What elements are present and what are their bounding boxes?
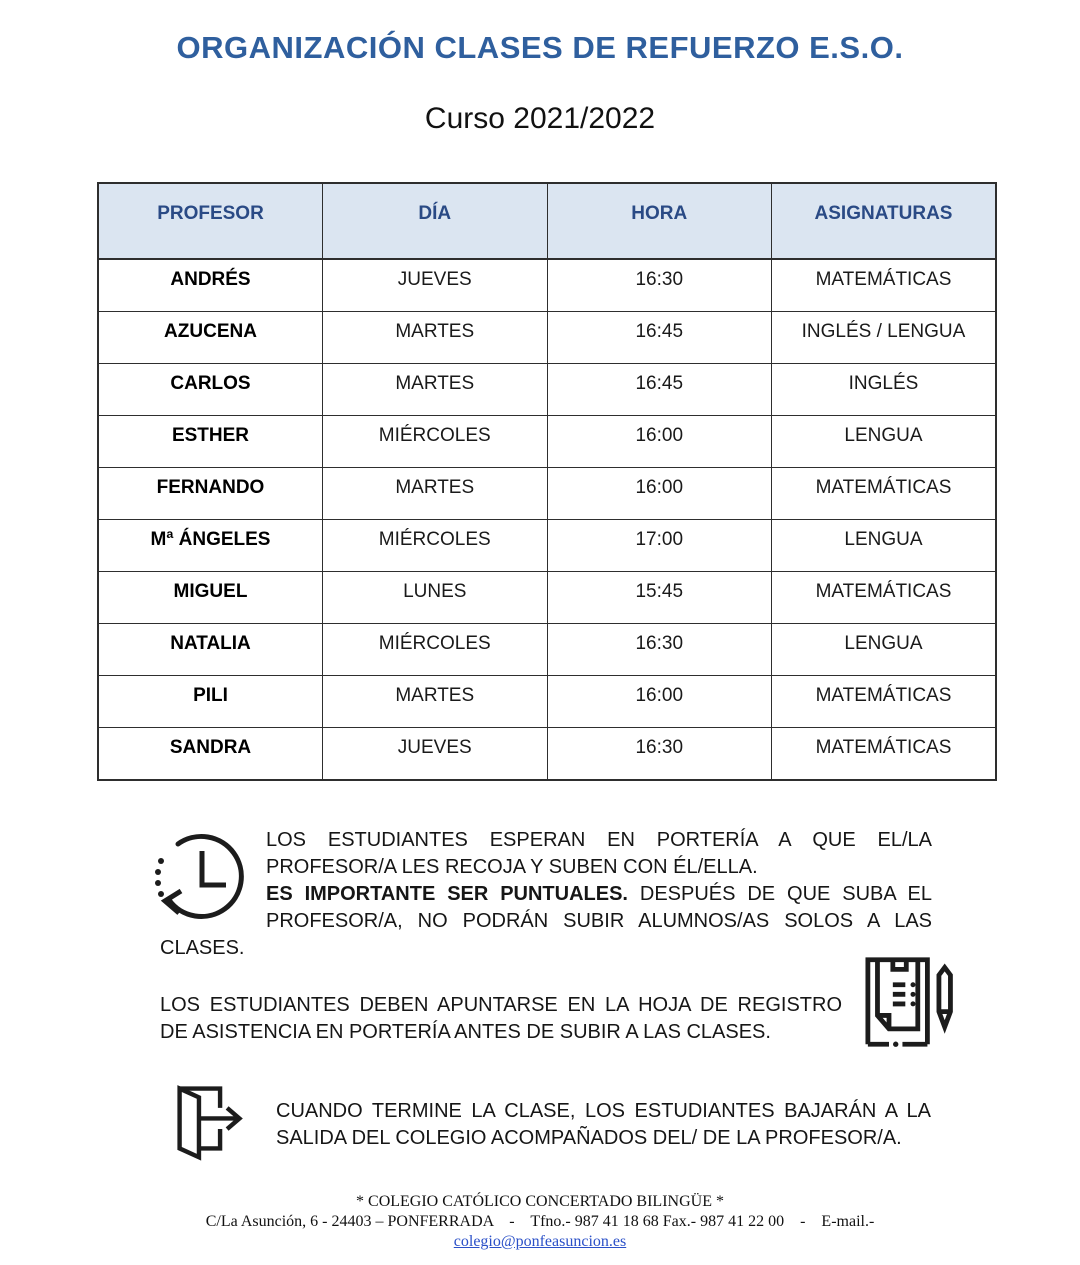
cell-dia: JUEVES bbox=[323, 728, 548, 781]
note-bold-text: ES IMPORTANTE SER PUNTUALES. bbox=[266, 883, 628, 905]
column-header-asignaturas: ASIGNATURAS bbox=[772, 183, 997, 259]
table-row bbox=[98, 364, 996, 416]
note-line bbox=[160, 881, 932, 908]
cell-dia: JUEVES bbox=[323, 259, 548, 312]
cell-hora: 17:00 bbox=[547, 520, 772, 572]
cell-hora: 16:30 bbox=[547, 624, 772, 676]
cell-dia: MIÉRCOLES bbox=[323, 624, 548, 676]
cell-profesor: NATALIA bbox=[98, 624, 323, 676]
note-line: SALIDA DEL COLEGIO ACOMPAÑADOS DEL/ DE LA PROFESOR/A. bbox=[276, 1127, 902, 1149]
cell-asignaturas: MATEMÁTICAS bbox=[772, 468, 997, 520]
registration-sheet-icon bbox=[860, 954, 966, 1050]
page-subtitle: Curso 2021/2022 bbox=[424, 102, 656, 135]
note-punctuality-text bbox=[160, 827, 932, 962]
cell-asignaturas: MATEMÁTICAS bbox=[772, 676, 997, 728]
notes-section bbox=[160, 827, 932, 1166]
cell-hora: 16:45 bbox=[547, 312, 772, 364]
cell-dia: MIÉRCOLES bbox=[323, 520, 548, 572]
note-line: LOS ESTUDIANTES ESPERAN EN PORTERÍA A QUE EL/LA bbox=[266, 829, 932, 851]
table-row bbox=[98, 416, 996, 468]
table-row bbox=[98, 572, 996, 624]
note-line: LOS ESTUDIANTES DEBEN APUNTARSE EN LA HOJA DE REGISTRO bbox=[160, 994, 842, 1016]
table-row bbox=[98, 468, 996, 520]
footer bbox=[0, 1192, 1080, 1252]
cell-asignaturas: LENGUA bbox=[772, 624, 997, 676]
cell-profesor: SANDRA bbox=[98, 728, 323, 781]
note-text: DESPUÉS DE QUE SUBA EL bbox=[628, 883, 932, 905]
footer-school-name: * COLEGIO CATÓLICO CONCERTADO BILINGÜE * bbox=[356, 1193, 724, 1210]
note-registration-text bbox=[160, 992, 842, 1046]
table-row bbox=[98, 676, 996, 728]
cell-profesor: FERNANDO bbox=[98, 468, 323, 520]
cell-hora: 16:00 bbox=[547, 416, 772, 468]
cell-dia: LUNES bbox=[323, 572, 548, 624]
cell-asignaturas: LENGUA bbox=[772, 416, 997, 468]
column-header-dia: DÍA bbox=[323, 183, 548, 259]
note-exit-text bbox=[276, 1078, 931, 1152]
table-row bbox=[98, 624, 996, 676]
cell-dia: MARTES bbox=[323, 468, 548, 520]
cell-profesor: CARLOS bbox=[98, 364, 323, 416]
column-header-hora: HORA bbox=[547, 183, 772, 259]
note-line: CUANDO TERMINE LA CLASE, LOS ESTUDIANTES BAJARÁN A LA bbox=[276, 1100, 931, 1122]
cell-asignaturas: MATEMÁTICAS bbox=[772, 259, 997, 312]
cell-profesor: ESTHER bbox=[98, 416, 323, 468]
page-title: ORGANIZACIÓN CLASES DE REFUERZO E.S.O. bbox=[176, 30, 904, 65]
note-registration bbox=[160, 992, 932, 1046]
exit-door-icon bbox=[160, 1078, 252, 1166]
cell-asignaturas: INGLÉS / LENGUA bbox=[772, 312, 997, 364]
note-line: PROFESOR/A LES RECOJA Y SUBEN CON ÉL/ELLA. bbox=[266, 856, 758, 878]
table-header-row bbox=[98, 183, 996, 259]
note-line: PROFESOR/A, NO PODRÁN SUBIR ALUMNOS/AS SOLOS A LAS bbox=[266, 910, 932, 932]
cell-asignaturas: MATEMÁTICAS bbox=[772, 572, 997, 624]
cell-profesor: Mª ÁNGELES bbox=[98, 520, 323, 572]
cell-profesor: ANDRÉS bbox=[98, 259, 323, 312]
table-row bbox=[98, 728, 996, 781]
clock-history-icon bbox=[152, 827, 252, 927]
cell-asignaturas: INGLÉS bbox=[772, 364, 997, 416]
footer-address: C/La Asunción, 6 - 24403 – PONFERRADA - Tfno.- 987 41 18 68 Fax.- 987 41 22 00 - E-mail.- bbox=[205, 1213, 875, 1230]
note-punctuality bbox=[160, 827, 932, 962]
cell-hora: 16:00 bbox=[547, 676, 772, 728]
cell-hora: 16:00 bbox=[547, 468, 772, 520]
table-row bbox=[98, 259, 996, 312]
note-line: CLASES. bbox=[160, 937, 245, 959]
cell-hora: 16:45 bbox=[547, 364, 772, 416]
cell-dia: MARTES bbox=[323, 676, 548, 728]
cell-asignaturas: MATEMÁTICAS bbox=[772, 728, 997, 781]
cell-hora: 15:45 bbox=[547, 572, 772, 624]
table-row bbox=[98, 312, 996, 364]
cell-profesor: AZUCENA bbox=[98, 312, 323, 364]
cell-asignaturas: LENGUA bbox=[772, 520, 997, 572]
cell-profesor: PILI bbox=[98, 676, 323, 728]
cell-dia: MIÉRCOLES bbox=[323, 416, 548, 468]
cell-dia: MARTES bbox=[323, 312, 548, 364]
cell-hora: 16:30 bbox=[547, 728, 772, 781]
column-header-profesor: PROFESOR bbox=[98, 183, 323, 259]
note-exit bbox=[160, 1078, 932, 1166]
cell-profesor: MIGUEL bbox=[98, 572, 323, 624]
note-line: DE ASISTENCIA EN PORTERÍA ANTES DE SUBIR A LAS CLASES. bbox=[160, 1021, 771, 1043]
email-link[interactable]: colegio@ponfeasuncion.es bbox=[453, 1233, 627, 1250]
schedule-table bbox=[97, 182, 997, 781]
cell-hora: 16:30 bbox=[547, 259, 772, 312]
table-row bbox=[98, 520, 996, 572]
cell-dia: MARTES bbox=[323, 364, 548, 416]
